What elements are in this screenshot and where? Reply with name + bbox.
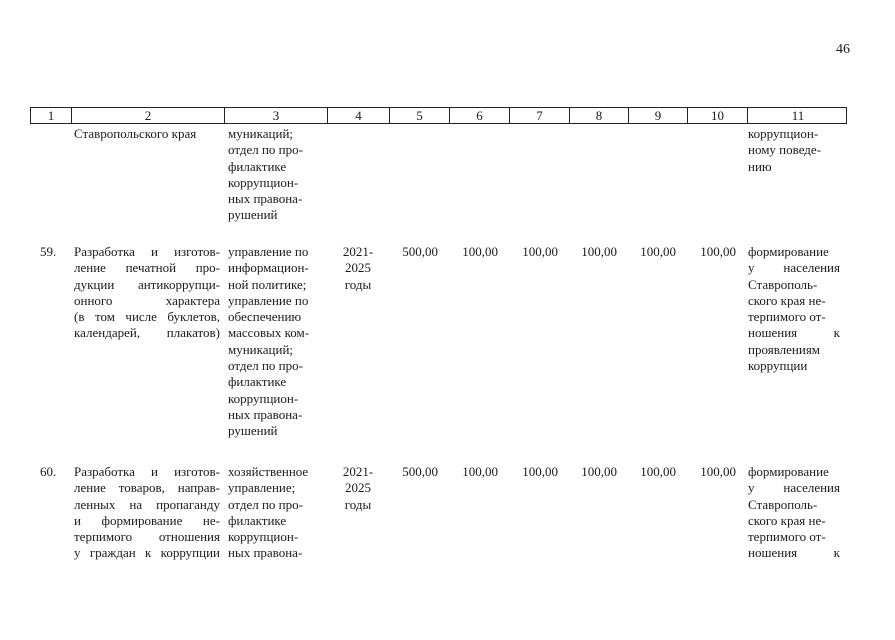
row-59-executors-line: управление по bbox=[228, 244, 309, 259]
row-59-description-line: ление печатной про- bbox=[74, 260, 220, 276]
row-60-year-2024: 100,00 bbox=[640, 464, 676, 479]
row-59-period bbox=[328, 244, 388, 293]
row-60-description-line: терпимого отношения bbox=[74, 529, 220, 545]
row-59-year-2024: 100,00 bbox=[640, 244, 676, 259]
row-59-description-line: дукции антикоррупци- bbox=[74, 276, 220, 292]
row-60-number: 60. bbox=[40, 464, 57, 479]
row-59-result bbox=[748, 244, 840, 374]
row-59-year-2022: 100,00 bbox=[522, 244, 558, 259]
continuation-c3-line: коррупцион- bbox=[228, 174, 299, 190]
row-60-executors-line: отдел по про- bbox=[228, 496, 303, 512]
continuation-c3-line: муникаций; bbox=[228, 126, 294, 141]
header-col-9: 9 bbox=[628, 108, 687, 123]
row-59-result-line: ношения к bbox=[748, 325, 840, 341]
row-59-total: 500,00 bbox=[402, 244, 438, 259]
row-59-description bbox=[74, 244, 220, 342]
continuation-c3-line: ных правона- bbox=[228, 191, 303, 207]
header-col-7: 7 bbox=[509, 108, 569, 123]
table-header bbox=[30, 107, 847, 124]
row-59-description-line: календарей, плакатов) bbox=[74, 325, 220, 341]
continuation-c3 bbox=[228, 126, 325, 224]
row-59-period-line: 2021- bbox=[342, 244, 374, 259]
row-59-description-line: Разработка и изготов- bbox=[74, 244, 220, 259]
row-60-period-line: 2025 bbox=[345, 480, 371, 496]
row-59-executors bbox=[228, 244, 325, 440]
row-59-year-2021: 100,00 bbox=[462, 244, 498, 259]
row-59-executors-line: ных правона- bbox=[228, 406, 303, 422]
row-59-year-2023: 100,00 bbox=[581, 244, 617, 259]
row-60-year-2021: 100,00 bbox=[462, 464, 498, 479]
header-col-1: 1 bbox=[47, 108, 55, 123]
header-col-11: 11 bbox=[747, 108, 848, 123]
row-59-result-line: ского края не- bbox=[748, 292, 826, 308]
row-60-result-line: у населения bbox=[748, 480, 840, 496]
row-60-total: 500,00 bbox=[402, 464, 438, 479]
row-60-description-line: Разработка и изготов- bbox=[74, 464, 220, 479]
row-59-description-line: (в том числе буклетов, bbox=[74, 309, 220, 325]
row-59-executors-line: обеспечению bbox=[228, 309, 302, 325]
continuation-c11-line: нию bbox=[748, 158, 772, 174]
row-59-executors-line: отдел по про- bbox=[228, 358, 303, 374]
row-59-period-line: годы bbox=[344, 276, 372, 292]
row-60-result-line: ского края не- bbox=[748, 512, 826, 528]
row-59-executors-line: муникаций; bbox=[228, 341, 294, 357]
row-59-period-line: 2025 bbox=[345, 260, 371, 276]
row-59-number: 59. bbox=[40, 244, 57, 259]
row-59-result-line: у населения bbox=[748, 260, 840, 276]
header-col-6: 6 bbox=[449, 108, 509, 123]
row-59-result-line: терпимого от- bbox=[748, 309, 826, 325]
row-60-executors bbox=[228, 464, 325, 562]
row-60-result-line: ношения к bbox=[748, 545, 840, 561]
row-60-period-line: годы bbox=[344, 496, 372, 512]
continuation-c11 bbox=[748, 126, 840, 175]
row-59-executors-line: управление по bbox=[228, 292, 309, 308]
row-59-executors-line: коррупцион- bbox=[228, 390, 299, 406]
row-60-year-2023: 100,00 bbox=[581, 464, 617, 479]
continuation-c3-line: отдел по про- bbox=[228, 142, 303, 158]
continuation-c2: Ставропольского края bbox=[74, 126, 197, 141]
header-col-10: 10 bbox=[687, 108, 747, 123]
row-60-description-line: ленных на пропаганду bbox=[74, 496, 220, 512]
row-60-year-2025: 100,00 bbox=[700, 464, 736, 479]
row-60-description bbox=[74, 464, 220, 562]
row-60-executors-line: хозяйственное bbox=[228, 464, 309, 479]
row-59-executors-line: ной политике; bbox=[228, 276, 307, 292]
row-60-year-2022: 100,00 bbox=[522, 464, 558, 479]
continuation-c11-line: коррупцион- bbox=[748, 126, 819, 141]
row-60-result bbox=[748, 464, 840, 562]
row-60-result-line: терпимого от- bbox=[748, 529, 826, 545]
row-60-result-line: формирование bbox=[748, 464, 829, 479]
page-number: 46 bbox=[836, 42, 850, 57]
row-59-result-line: Ставрополь- bbox=[748, 276, 818, 292]
row-60-executors-line: филактике bbox=[228, 512, 287, 528]
row-60-description-line: и формирование не- bbox=[74, 512, 220, 528]
row-59-executors-line: массовых ком- bbox=[228, 325, 310, 341]
row-60-period-line: 2021- bbox=[342, 464, 374, 479]
header-col-5: 5 bbox=[389, 108, 449, 123]
row-60-description-line: ление товаров, направ- bbox=[74, 480, 220, 496]
row-60-executors-line: коррупцион- bbox=[228, 529, 299, 545]
row-59-description-line: онного характера bbox=[74, 292, 220, 308]
header-col-3: 3 bbox=[224, 108, 327, 123]
row-60-executors-line: ных правона- bbox=[228, 545, 303, 561]
continuation-c11-line: ному поведе- bbox=[748, 142, 822, 158]
header-col-4: 4 bbox=[327, 108, 389, 123]
row-60-result-line: Ставрополь- bbox=[748, 496, 818, 512]
row-59-result-line: коррупции bbox=[748, 358, 808, 374]
row-59-result-line: формирование bbox=[748, 244, 829, 259]
row-59-executors-line: информацион- bbox=[228, 260, 309, 276]
row-59-year-2025: 100,00 bbox=[700, 244, 736, 259]
row-60-description-line: у граждан к коррупции bbox=[74, 545, 220, 561]
header-col-8: 8 bbox=[569, 108, 628, 123]
row-60-period bbox=[328, 464, 388, 513]
continuation-c3-line: рушений bbox=[228, 207, 278, 223]
row-59-result-line: проявлениям bbox=[748, 341, 821, 357]
row-59-executors-line: филактике bbox=[228, 374, 287, 390]
row-60-executors-line: управление; bbox=[228, 480, 296, 496]
row-59-executors-line: рушений bbox=[228, 423, 278, 439]
continuation-c3-line: филактике bbox=[228, 158, 287, 174]
header-col-2: 2 bbox=[71, 108, 224, 123]
